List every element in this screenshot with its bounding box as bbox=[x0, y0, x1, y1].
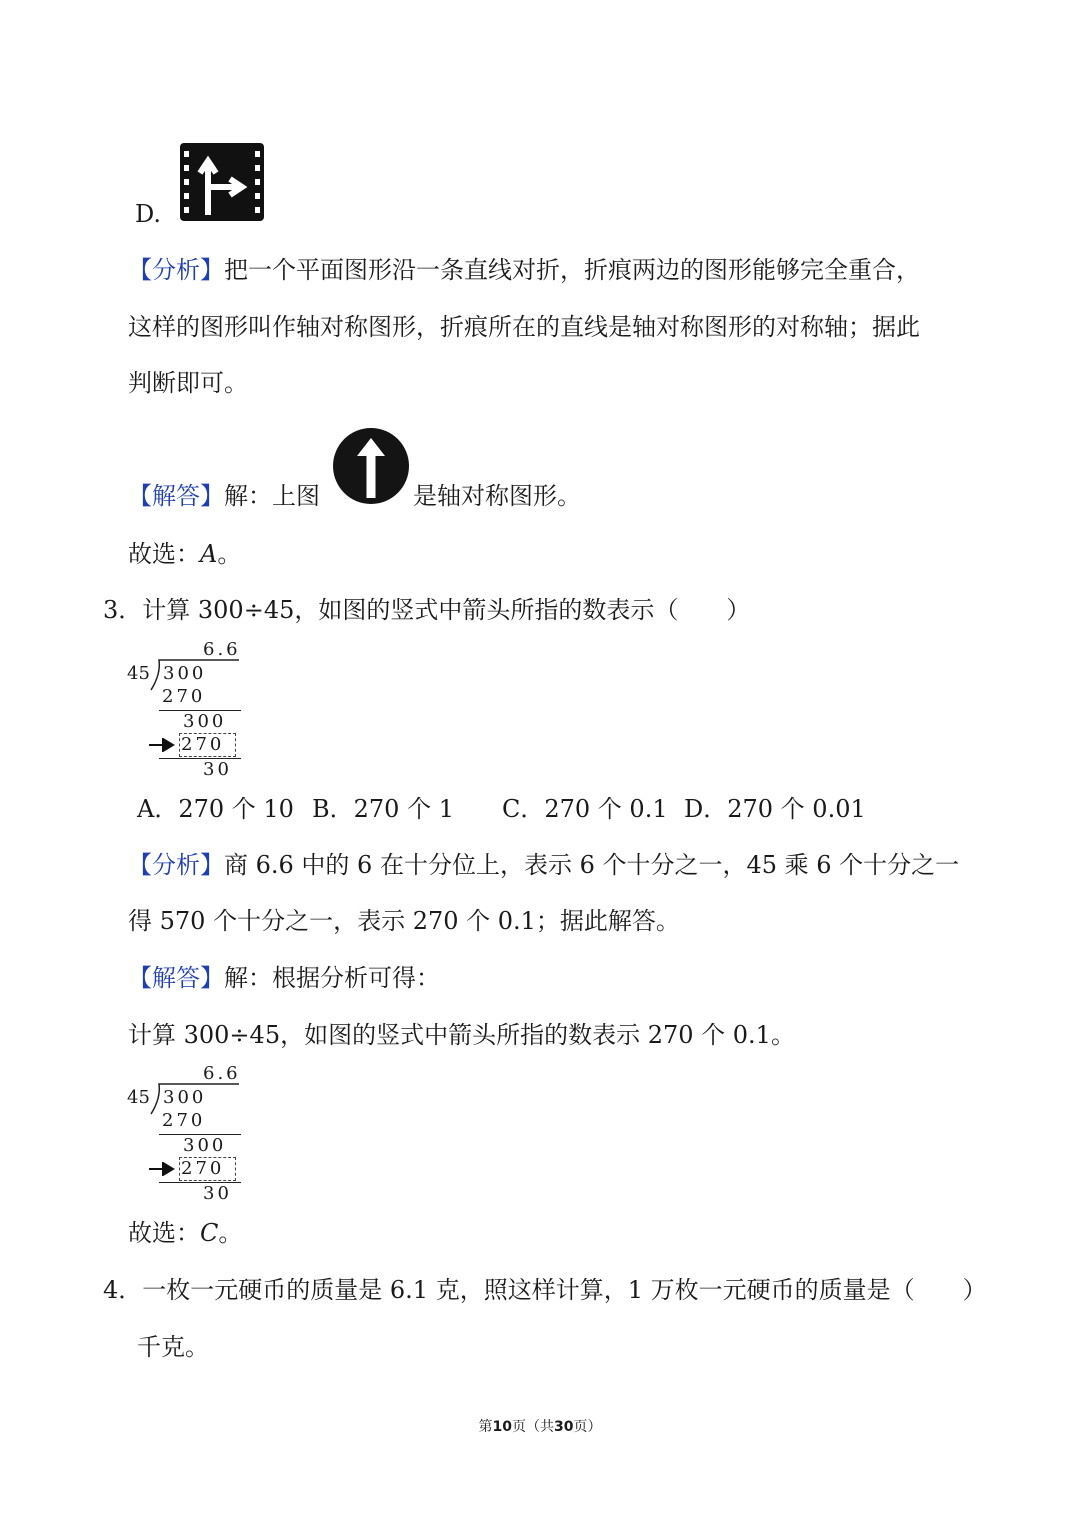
answer-1-line bbox=[128, 480, 320, 512]
answer-text-pre: 解：上图 bbox=[224, 482, 320, 510]
option-c: C．270 个 0.1 bbox=[502, 795, 668, 823]
option-a: A．270 个 10 bbox=[137, 795, 294, 823]
arrow-right-icon bbox=[149, 1162, 177, 1176]
quotient: 6.6 bbox=[203, 1063, 241, 1084]
analysis-text: 商 6.6 中的 6 在十分位上，表示 6 个十分之一，45 乘 6 个十分之一 bbox=[224, 851, 960, 879]
answer-3-line-1 bbox=[128, 962, 440, 994]
answer-text: 解：根据分析可得： bbox=[224, 964, 440, 992]
question-4-line-1: 4．一枚一元硬币的质量是 6.1 克，照这样计算，1 万枚一元硬币的质量是（ ） bbox=[103, 1276, 987, 1304]
answer-3-line-2: 计算 300÷45，如图的竖式中箭头所指的数表示 270 个 0.1。 bbox=[128, 1021, 795, 1049]
divisor: 45 bbox=[127, 1087, 150, 1108]
analysis-1-line-3: 判断即可。 bbox=[128, 369, 248, 397]
analysis-tag: 【分析】 bbox=[128, 256, 224, 284]
analysis-1-line-1 bbox=[128, 254, 920, 286]
choice-letter: C bbox=[200, 1219, 219, 1247]
answer-tag: 【解答】 bbox=[128, 482, 224, 510]
arrow-right-icon bbox=[149, 738, 177, 752]
step-1: 270 bbox=[162, 1110, 206, 1131]
long-division-figure bbox=[125, 638, 255, 778]
long-division-figure bbox=[125, 1062, 255, 1202]
analysis-text: 把一个平面图形沿一条直线对折，折痕两边的图形能够完全重合， bbox=[224, 256, 920, 284]
option-d: D．270 个 0.01 bbox=[684, 795, 866, 823]
page-footer bbox=[0, 1416, 1080, 1436]
film-arrow-up-right-icon bbox=[180, 143, 264, 221]
step-2: 300 bbox=[183, 711, 227, 732]
choice-suffix: 。 bbox=[218, 1219, 243, 1247]
circle-arrow-up-icon bbox=[331, 426, 411, 506]
choice-prefix: 故选： bbox=[128, 1219, 200, 1247]
option-b: B．270 个 1 bbox=[312, 795, 454, 823]
step-3: 270 bbox=[181, 1158, 225, 1179]
choice-prefix: 故选： bbox=[128, 540, 200, 568]
footer-mid: 页（共 bbox=[512, 1419, 554, 1435]
dividend: 300 bbox=[163, 663, 207, 684]
answer-3-choice bbox=[128, 1217, 242, 1249]
choice-suffix: 。 bbox=[217, 540, 242, 568]
analysis-1-line-2: 这样的图形叫作轴对称图形，折痕所在的直线是轴对称图形的对称轴；据此 bbox=[128, 313, 920, 341]
remainder: 30 bbox=[203, 759, 232, 780]
analysis-3-line-1 bbox=[128, 849, 959, 881]
answer-tag: 【解答】 bbox=[128, 964, 224, 992]
step-1: 270 bbox=[162, 686, 206, 707]
choice-letter: A bbox=[200, 540, 218, 568]
quotient: 6.6 bbox=[203, 639, 241, 660]
step-3: 270 bbox=[181, 734, 225, 755]
step-2: 300 bbox=[183, 1135, 227, 1156]
page-number: 10 bbox=[492, 1419, 512, 1435]
option-d-label: D. bbox=[135, 200, 162, 228]
answer-1-choice bbox=[128, 538, 241, 570]
question-3-stem: 3．计算 300÷45，如图的竖式中箭头所指的数表示（ ） bbox=[103, 596, 751, 624]
question-4-line-2: 千克。 bbox=[137, 1333, 209, 1361]
page-total: 30 bbox=[554, 1419, 574, 1435]
divisor: 45 bbox=[127, 663, 150, 684]
analysis-3-line-2: 得 570 个十分之一，表示 270 个 0.1；据此解答。 bbox=[128, 907, 680, 935]
answer-text-post: 是轴对称图形。 bbox=[413, 482, 581, 510]
dividend: 300 bbox=[163, 1087, 207, 1108]
remainder: 30 bbox=[203, 1183, 232, 1204]
footer-suffix: 页） bbox=[573, 1419, 602, 1435]
footer-prefix: 第 bbox=[478, 1419, 493, 1435]
analysis-tag: 【分析】 bbox=[128, 851, 224, 879]
